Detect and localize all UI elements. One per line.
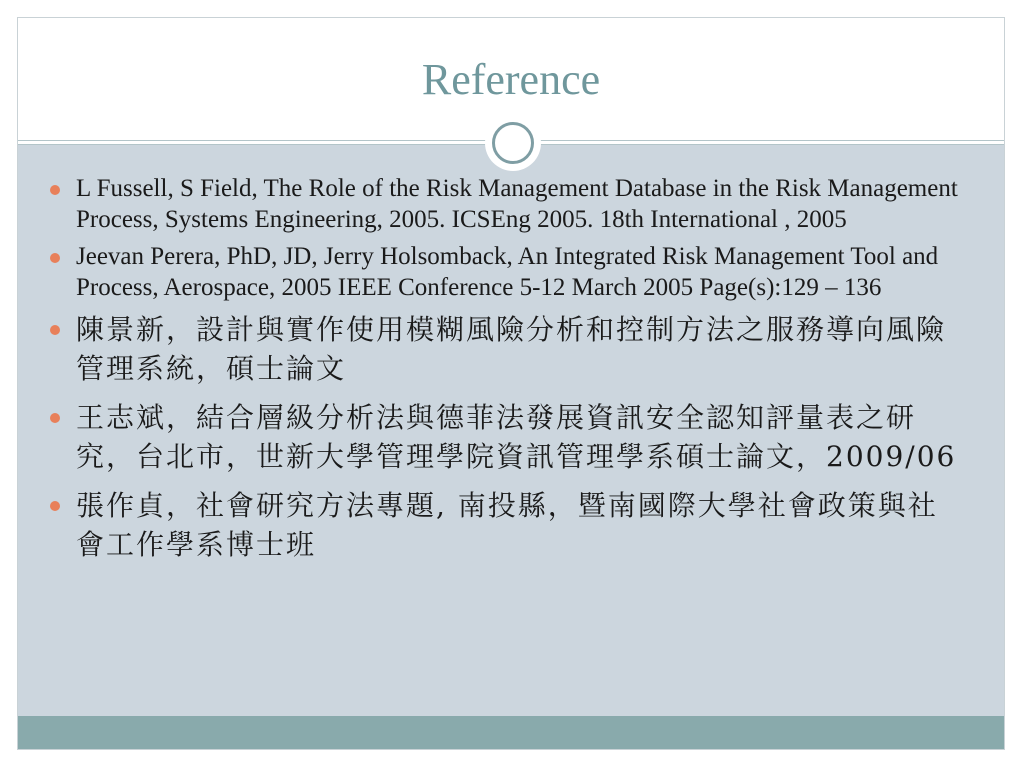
slide-title: Reference xyxy=(421,55,601,104)
footer-bar xyxy=(18,716,1004,750)
reference-item xyxy=(50,486,960,564)
bullet-icon xyxy=(50,253,60,263)
reference-text: 張作貞，社會研究方法專題, 南投縣，暨南國際大學社會政策與社會工作學系博士班 xyxy=(76,489,938,561)
reference-item xyxy=(50,174,960,235)
reference-text: L Fussell, S Field, The Role of the Risk Management Database in the Risk Management Process, Systems Engineering, 2005. ICSEng 2005. 18th International , 2005 xyxy=(76,175,958,233)
reference-item xyxy=(50,310,960,388)
reference-text: Jeevan Perera, PhD, JD, Jerry Holsomback, An Integrated Risk Management Tool and Process, Aerospace, 2005 IEEE Conference 5-12 March 2005 Page(s):129 – 136 xyxy=(76,243,939,301)
bullet-icon xyxy=(50,325,60,335)
bullet-icon xyxy=(50,501,60,511)
reference-text: 王志斌，結合層級分析法與德菲法發展資訊安全認知評量表之研究，台北市，世新大學管理學院資訊管理學系碩士論文，2009/06 xyxy=(76,401,957,473)
bullet-icon xyxy=(50,185,60,195)
slide xyxy=(17,17,1005,750)
reference-list xyxy=(50,174,960,574)
divider-ring-icon xyxy=(492,122,534,164)
reference-text: 陳景新，設計與實作使用模糊風險分析和控制方法之服務導向風險管理系統，碩士論文 xyxy=(76,313,947,385)
reference-item xyxy=(50,398,960,476)
bullet-icon xyxy=(50,413,60,423)
reference-item xyxy=(50,242,960,303)
